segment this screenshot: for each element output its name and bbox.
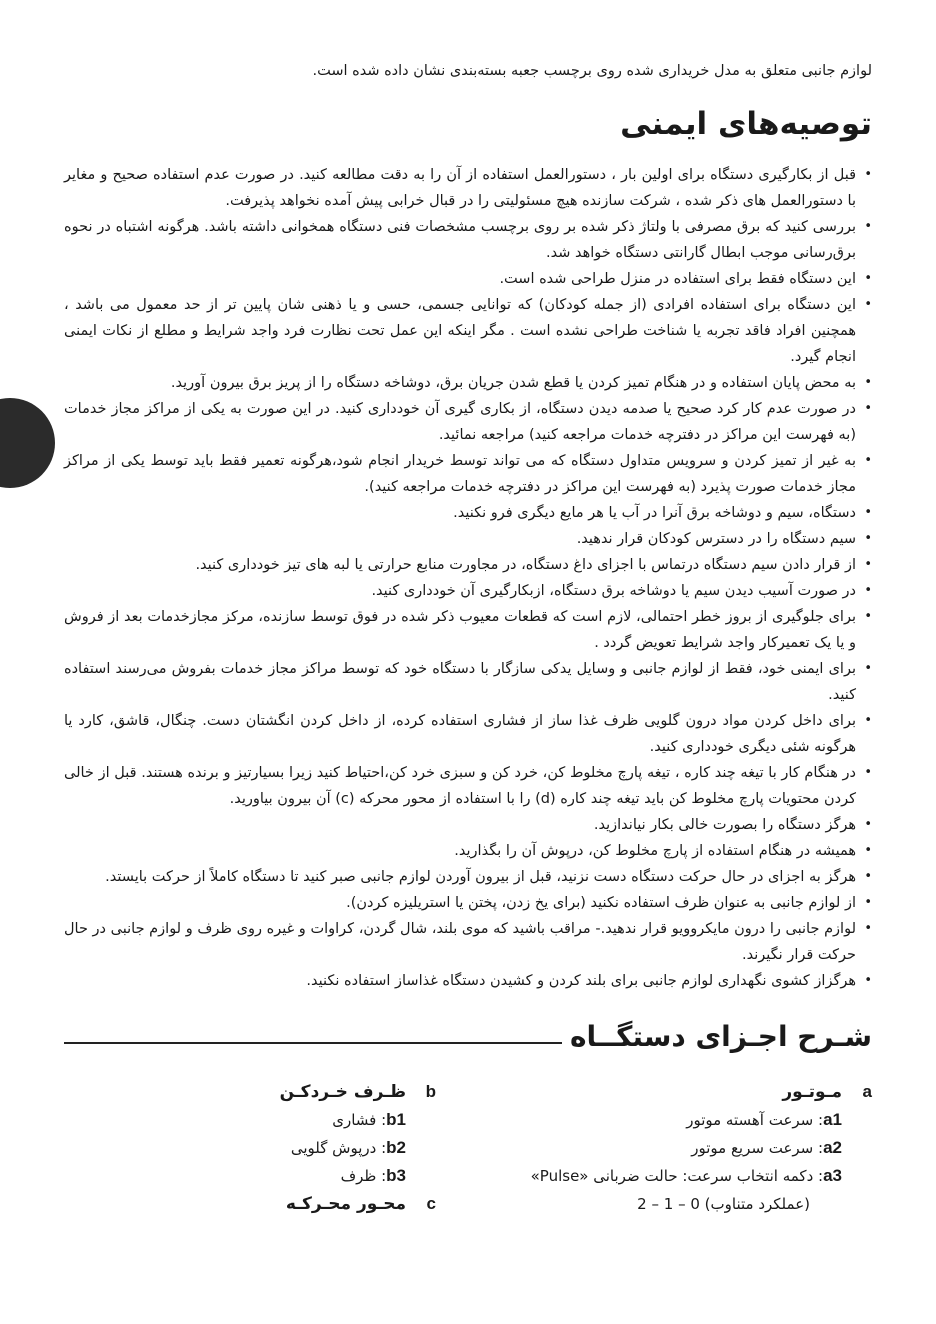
part-description: : درپوش گلویی bbox=[290, 1139, 387, 1157]
part-letter: b bbox=[425, 1082, 436, 1101]
safety-item: • هرگز به اجزای در حال حرکت دستگاه دست نزنید، قبل از بیرون آوردن لوازم جانبی صبر کنید تا دستگاه کاملاً از حرکت بایستد. bbox=[64, 864, 872, 890]
part-name: محـور محـرکـه bbox=[285, 1194, 406, 1214]
part-code: a1 bbox=[823, 1110, 842, 1129]
part-item bbox=[442, 1106, 842, 1134]
part-description: : سرعت سریع موتور bbox=[691, 1139, 824, 1157]
safety-item: • در صورت عدم کار کرد صحیح یا صدمه دیدن دستگاه، از بکاری گیری آن خودداری کنید. در این صورت به یکی از مراکز مجاز خدمات (به فهرست این مراکز در دفترچه خدمات مراجعه کنید) مراجعه نمائید. bbox=[64, 396, 872, 448]
section-tab-marker bbox=[0, 398, 55, 488]
part-item bbox=[176, 1106, 406, 1134]
safety-item: • دستگاه، سیم و دوشاخه برق آنرا در آب یا هر مایع دیگری فرو نکنید. bbox=[64, 500, 872, 526]
section-divider-line bbox=[64, 1042, 562, 1044]
part-code: b1 bbox=[386, 1110, 406, 1129]
part-heading bbox=[176, 1078, 436, 1106]
safety-item: • سیم دستگاه را در دسترس کودکان قرار ندهید. bbox=[64, 526, 872, 552]
part-code: b2 bbox=[386, 1138, 406, 1157]
safety-item: • همیشه در هنگام استفاده از پارچ مخلوط کن، درپوش آن را بگذارید. bbox=[64, 838, 872, 864]
safety-item: • از لوازم جانبی به عنوان ظرف استفاده نکنید (برای یخ زدن، پختن یا استریلیزه کردن). bbox=[64, 890, 872, 916]
safety-item: • به محض پایان استفاده و در هنگام تمیز کردن یا قطع شدن جریان برق، دوشاخه دستگاه را از پریز برق بیرون آورید. bbox=[64, 370, 872, 396]
intro-text: لوازم جانبی متعلق به مدل خریداری شده روی برچسب جعبه بسته‌بندی نشان داده شده است. bbox=[312, 63, 872, 79]
parts-column-bowl bbox=[176, 1078, 436, 1218]
part-note bbox=[442, 1190, 810, 1218]
part-description: : فشاری bbox=[332, 1111, 387, 1129]
part-description: : ظرف bbox=[340, 1167, 387, 1185]
safety-item: • برای داخل کردن مواد درون گلویی ظرف غذا ساز از فشاری استفاده کرده، از داخل کردن انگشتان دست. چنگال، قاشق، کارد یا هرگونه شئی دیگری خودداری کنید. bbox=[64, 708, 872, 760]
part-letter: c bbox=[426, 1194, 436, 1213]
safety-item: • برای جلوگیری از بروز خطر احتمالی، لازم است که قطعات معیوب ذکر شده در فوق توسط سازنده، مرکز مجازخدمات بعد از فروش و یا یک تعمیرکار واجد شرایط تعویض گردد . bbox=[64, 604, 872, 656]
part-item bbox=[442, 1134, 842, 1162]
safety-item: • بررسی کنید که برق مصرفی با ولتاژ ذکر شده بر روی برچسب مشخصات فنی دستگاه همخوانی داشته باشد. هرگونه اشتباه در نحوه برق‌رسانی موجب ابطال گارانتی دستگاه خواهد شد. bbox=[64, 214, 872, 266]
parts-section-header bbox=[64, 1016, 872, 1056]
safety-item: • برای ایمنی خود، فقط از لوازم جانبی و وسایل یدکی سازگار با دستگاه خود که توسط مراکز مجاز خدمات بفروش می‌رسند استفاده کنید. bbox=[64, 656, 872, 708]
safety-item: • هرگزاز کشوی نگهداری لوازم جانبی برای بلند کردن و کشیدن دستگاه غذاساز استفاده نکنید. bbox=[64, 968, 872, 994]
safety-item: • قبل از بکارگیری دستگاه برای اولین بار ، دستورالعمل استفاده از آن را به دقت مطالعه کنید. در صورت عدم استفاده صحیح و مغایر با دستورالعمل های ذکر شده ، شرکت سازنده هیچ مسئولیتی را در قبال خرابی پیش آمده نخواهد پذیرفت. bbox=[64, 162, 872, 214]
part-item bbox=[176, 1162, 406, 1190]
part-code: a3 bbox=[823, 1166, 842, 1185]
parts-column-motor bbox=[442, 1078, 872, 1218]
part-letter: a bbox=[862, 1082, 872, 1101]
part-note-text: (عملکرد متناوب) 0 – 1 – 2 bbox=[637, 1195, 810, 1213]
part-heading bbox=[442, 1078, 872, 1106]
parts-section-title: شـرح اجـزای دستگــاه bbox=[569, 1019, 872, 1053]
part-item bbox=[176, 1134, 406, 1162]
part-description: : سرعت آهسته موتور bbox=[686, 1111, 824, 1129]
safety-item: • در صورت آسیب دیدن سیم یا دوشاخه برق دستگاه، ازبکارگیری آن خودداری کنید. bbox=[64, 578, 872, 604]
part-name: ظـرف خـردکـن bbox=[279, 1082, 406, 1102]
part-heading bbox=[176, 1190, 436, 1218]
part-item bbox=[442, 1162, 842, 1190]
safety-item: • در هنگام کار با تیغه چند کاره ، تیغه پارچ مخلوط کن، خرد کن و سبزی خرد کن،احتیاط کنید زیرا بسیارتیز و برنده هستند. قبل از خالی کردن محتویات پارچ مخلوط کن باید تیغه چند کاره (d) را با استفاده از محور محرکه (c) آن بیرون بیاورید. bbox=[64, 760, 872, 812]
part-code: b3 bbox=[386, 1166, 406, 1185]
safety-item: • از قرار دادن سیم دستگاه درتماس با اجزای داغ دستگاه، در مجاورت منابع حرارتی یا لبه های تیز خودداری کنید. bbox=[64, 552, 872, 578]
safety-list bbox=[64, 162, 872, 994]
safety-item: • این دستگاه فقط برای استفاده در منزل طراحی شده است. bbox=[64, 266, 872, 292]
safety-item: • این دستگاه برای استفاده افرادی (از جمله کودکان) که توانایی جسمی، حسی و یا ذهنی شان پایین تر از حد معمول می باشد ، همچنین افراد فاقد تجربه یا شناخت طراحی نشده است . مگر اینکه این عمل تحت نظارت فرد واجد شرایط و مطلع از نکات ایمنی انجام گیرد. bbox=[64, 292, 872, 370]
part-description: : دکمه انتخاب سرعت: حالت ضربانی «Pulse» bbox=[530, 1167, 824, 1185]
safety-item: • هرگز دستگاه را بصورت خالی بکار نیاندازید. bbox=[64, 812, 872, 838]
part-name: مـوتـور bbox=[782, 1082, 842, 1102]
safety-item: • لوازم جانبی را درون مایکروویو قرار ندهید.- مراقب باشید که موی بلند، شال گردن، کراوات و غیره روی ظرف و لوازم جانبی در حال حرکت قرار نگیرند. bbox=[64, 916, 872, 968]
page-title: توصیه‌های ایمنی bbox=[620, 106, 872, 142]
part-code: a2 bbox=[823, 1138, 842, 1157]
safety-item: • به غیر از تمیز کردن و سرویس متداول دستگاه که می تواند توسط خریدار انجام شود،هرگونه تعمیر فقط باید توسط یکی از مراکز مجاز خدمات صورت پذیرد (به فهرست این مراکز در دفترچه خدمات مراجعه کنید). bbox=[64, 448, 872, 500]
